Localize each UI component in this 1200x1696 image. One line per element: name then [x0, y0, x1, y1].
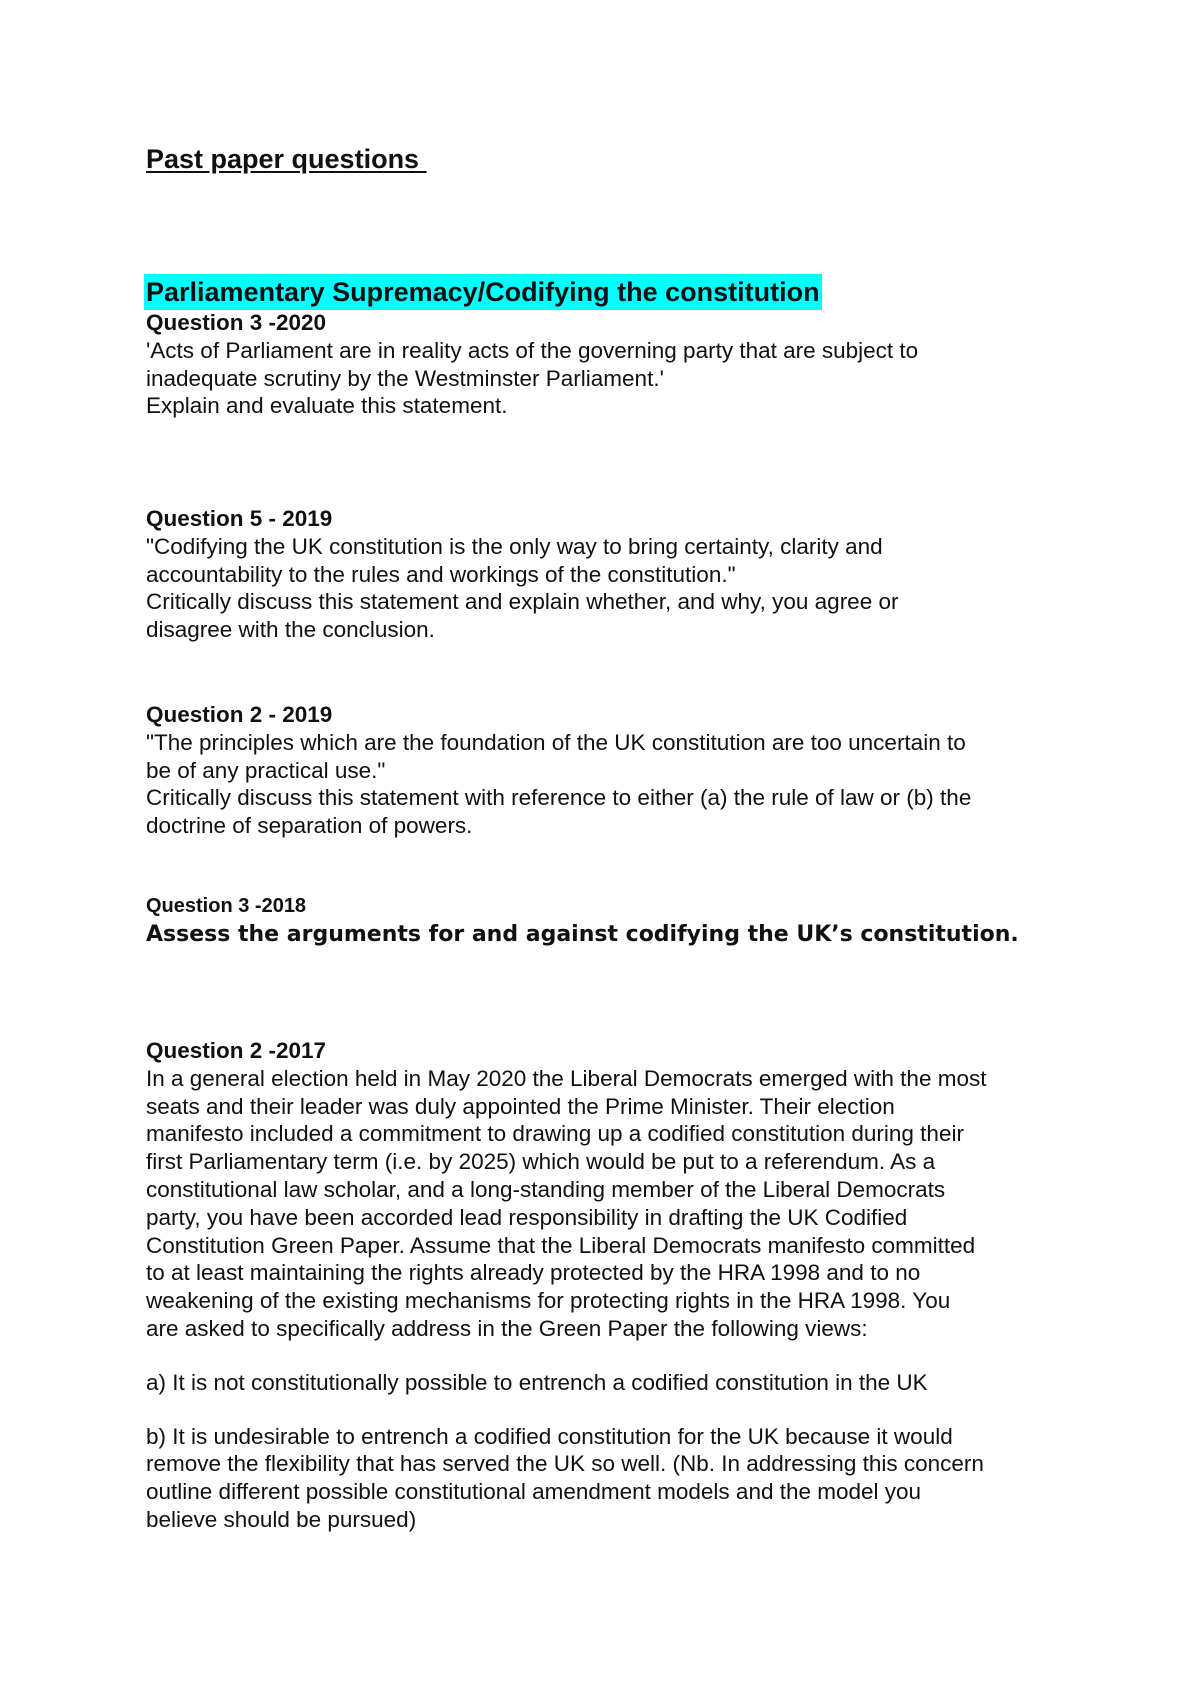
question-text-line: manifesto included a commitment to drawing up a codified constitution during their [146, 1121, 964, 1147]
question-text-line: In a general election held in May 2020 the Liberal Democrats emerged with the most [146, 1065, 987, 1091]
list-item-b-line: believe should be pursued) [146, 1506, 417, 1532]
list-item-a: a) It is not constitutionally possible to entrench a codified constitution in the UK [146, 1369, 928, 1395]
section-heading-highlighted: Parliamentary Supremacy/Codifying the constitution [144, 274, 822, 310]
question-heading: Question 2 - 2019 [146, 702, 333, 727]
document-title: Past paper questions [146, 144, 427, 174]
paragraph-spacer [146, 1343, 1066, 1369]
question-text-line: Critically discuss this statement with reference to either (a) the rule of law or (b) the [146, 785, 972, 811]
question-block-3-2020 [146, 309, 1066, 420]
question-heading: Question 3 -2018 [146, 895, 307, 917]
list-item-b-line: remove the flexibility that has served the UK so well. (Nb. In addressing this concern [146, 1451, 984, 1477]
question-text-line: constitutional law scholar, and a long-standing member of the Liberal Democrats [146, 1176, 946, 1202]
question-text-line: are asked to specifically address in the Green Paper the following views: [146, 1315, 868, 1341]
question-text-line: 'Acts of Parliament are in reality acts of the governing party that are subject to [146, 337, 919, 363]
question-heading: Question 5 - 2019 [146, 506, 333, 531]
question-block-3-2018 [146, 893, 1066, 950]
list-item-b-line: b) It is undesirable to entrench a codified constitution for the UK because it would [146, 1423, 953, 1449]
question-text-line: to at least maintaining the rights already protected by the HRA 1998 and to no [146, 1260, 921, 1286]
question-block-2-2017 [146, 1037, 1066, 1534]
question-text-line: "The principles which are the foundation of the UK constitution are too uncertain to [146, 729, 966, 755]
question-text-line: disagree with the conclusion. [146, 617, 435, 643]
question-text-line: weakening of the existing mechanisms for protecting rights in the HRA 1998. You [146, 1288, 951, 1314]
question-heading: Question 2 -2017 [146, 1038, 327, 1063]
question-text-line: accountability to the rules and workings of the constitution." [146, 561, 736, 587]
question-text-line: Assess the arguments for and against codifying the UK’s constitution. [146, 922, 1019, 947]
paragraph-spacer [146, 1397, 1066, 1423]
list-item-b-line: outline different possible constitutional amendment models and the model you [146, 1479, 922, 1505]
question-text-line: Constitution Green Paper. Assume that the Liberal Democrats manifesto committed [146, 1232, 976, 1258]
question-text-line: Explain and evaluate this statement. [146, 393, 508, 419]
question-text-line: Critically discuss this statement and explain whether, and why, you agree or [146, 589, 899, 615]
question-text-line: first Parliamentary term (i.e. by 2025) which would be put to a referendum. As a [146, 1149, 936, 1175]
question-heading: Question 3 -2020 [146, 310, 327, 335]
question-text-line: doctrine of separation of powers. [146, 813, 473, 839]
question-text-line: seats and their leader was duly appointed the Prime Minister. Their election [146, 1093, 895, 1119]
question-text-line: "Codifying the UK constitution is the only way to bring certainty, clarity and [146, 533, 883, 559]
question-text-line: inadequate scrutiny by the Westminster Parliament.' [146, 365, 664, 391]
question-block-2-2019 [146, 701, 1066, 840]
question-text-line: be of any practical use." [146, 757, 386, 783]
question-text-line: party, you have been accorded lead responsibility in drafting the UK Codified [146, 1204, 908, 1230]
question-block-5-2019 [146, 505, 1066, 644]
